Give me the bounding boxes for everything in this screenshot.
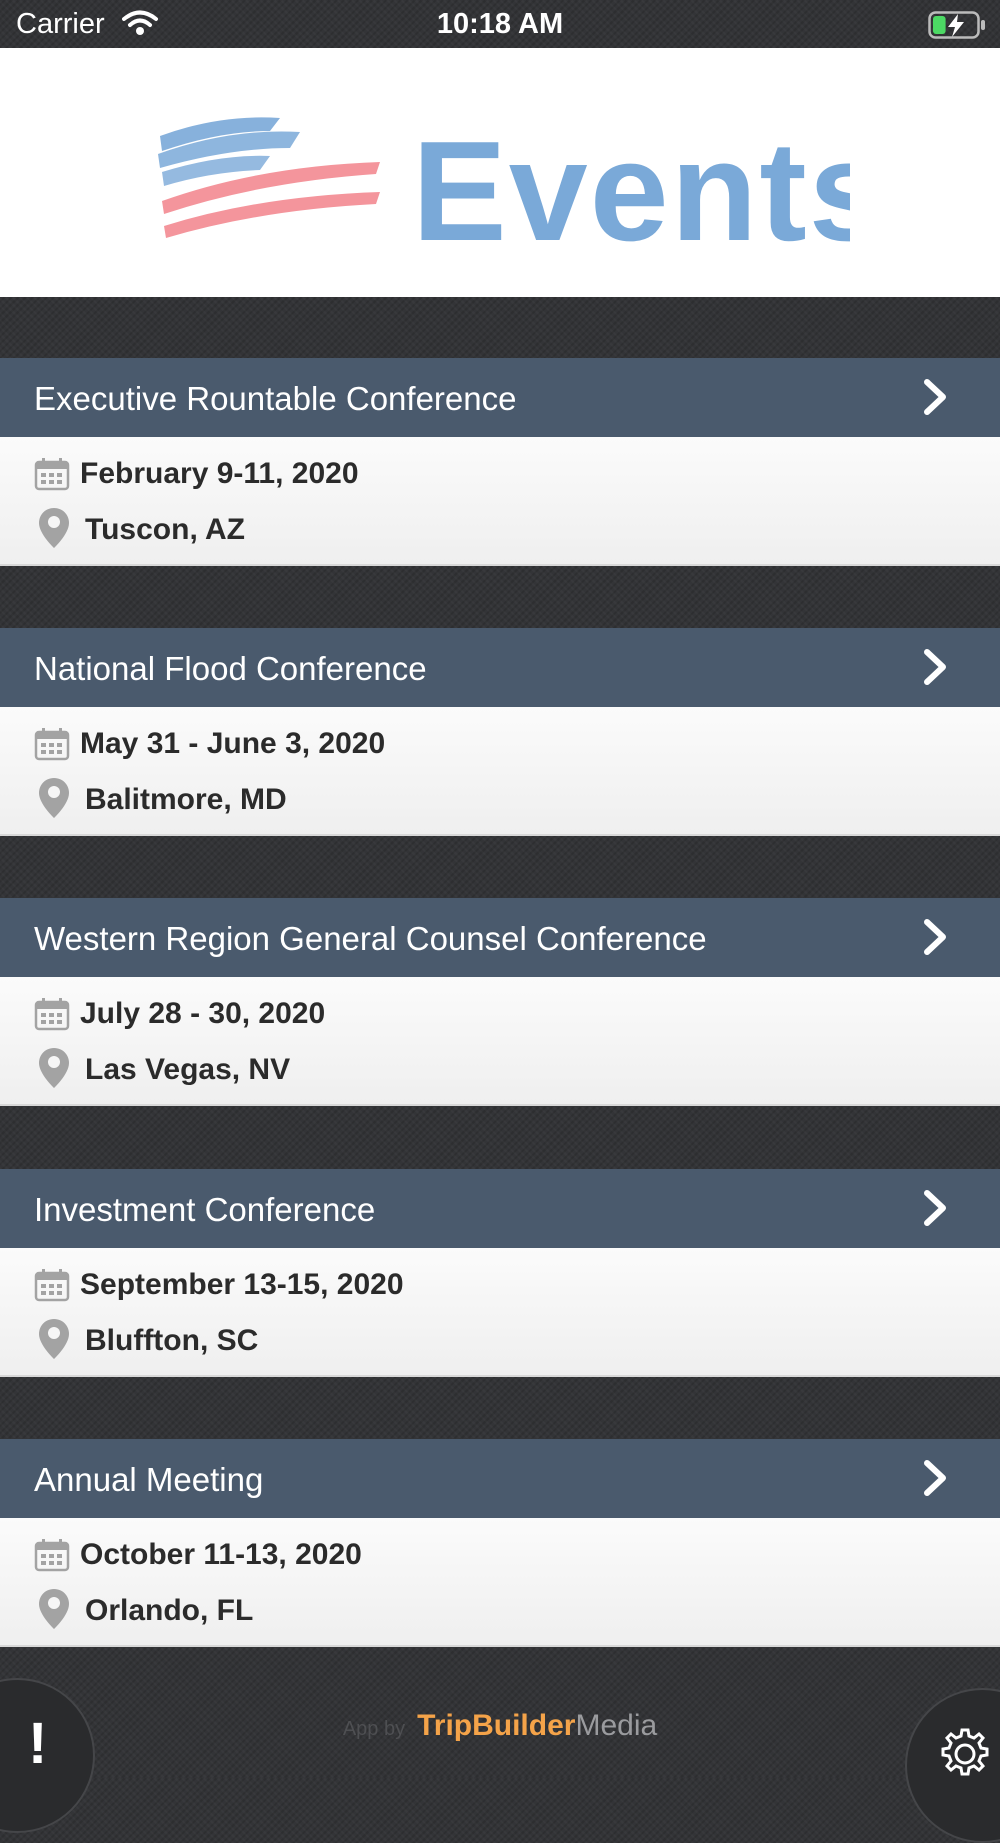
event-date: May 31 - June 3, 2020 [80,727,386,760]
chevron-right-icon [921,1189,951,1232]
brand-name-part1: TripBuilder [417,1709,576,1742]
chevron-right-icon [921,648,951,691]
location-pin-icon [37,506,71,555]
battery-charging-icon [928,11,986,47]
event-details[interactable] [0,1248,1000,1377]
carrier-label: Carrier [16,8,105,40]
event-date: October 11-13, 2020 [80,1538,362,1571]
logo-text: Events [412,112,850,256]
event-title: Executive Rountable Conference [34,380,517,417]
calendar-icon [34,457,70,496]
event-details[interactable] [0,1518,1000,1647]
chevron-right-icon [921,378,951,421]
event-location: Balitmore, MD [85,783,287,816]
event-title-bar[interactable] [0,898,1000,977]
app-by-label: App by [342,1718,406,1740]
event-location: Tuscon, AZ [85,513,245,546]
event-title-bar[interactable] [0,628,1000,707]
events-logo [150,96,850,261]
event-title: Western Region General Counsel Conference [34,920,707,957]
header [0,48,1000,297]
event-title-bar[interactable] [0,358,1000,437]
event-location: Bluffton, SC [85,1324,259,1357]
chevron-right-icon [921,1459,951,1502]
event-title: Investment Conference [34,1191,376,1228]
calendar-icon [34,1538,70,1577]
event-details[interactable] [0,437,1000,566]
event-location: Las Vegas, NV [85,1053,291,1086]
alert-button[interactable] [0,1678,95,1833]
calendar-icon [34,1268,70,1307]
event-details[interactable] [0,707,1000,836]
event-date: July 28 - 30, 2020 [80,997,326,1030]
event-title-bar[interactable] [0,1169,1000,1248]
chevron-right-icon [921,918,951,961]
event-title: Annual Meeting [34,1461,264,1498]
brand-name-part2: Media [575,1709,658,1742]
event-date: February 9-11, 2020 [80,457,359,490]
event-title: National Flood Conference [34,650,427,687]
calendar-icon [34,997,70,1036]
event-details[interactable] [0,977,1000,1106]
exclamation-icon: ! [28,1711,48,1776]
event-date: September 13-15, 2020 [80,1268,404,1301]
location-pin-icon [37,1587,71,1636]
status-time: 10:18 AM [436,8,564,40]
location-pin-icon [37,776,71,825]
event-title-bar[interactable] [0,1439,1000,1518]
location-pin-icon [37,1046,71,1095]
event-location: Orlando, FL [85,1594,254,1627]
calendar-icon [34,727,70,766]
location-pin-icon [37,1317,71,1366]
status-bar [0,0,1000,48]
app-credit [0,1709,1000,1743]
